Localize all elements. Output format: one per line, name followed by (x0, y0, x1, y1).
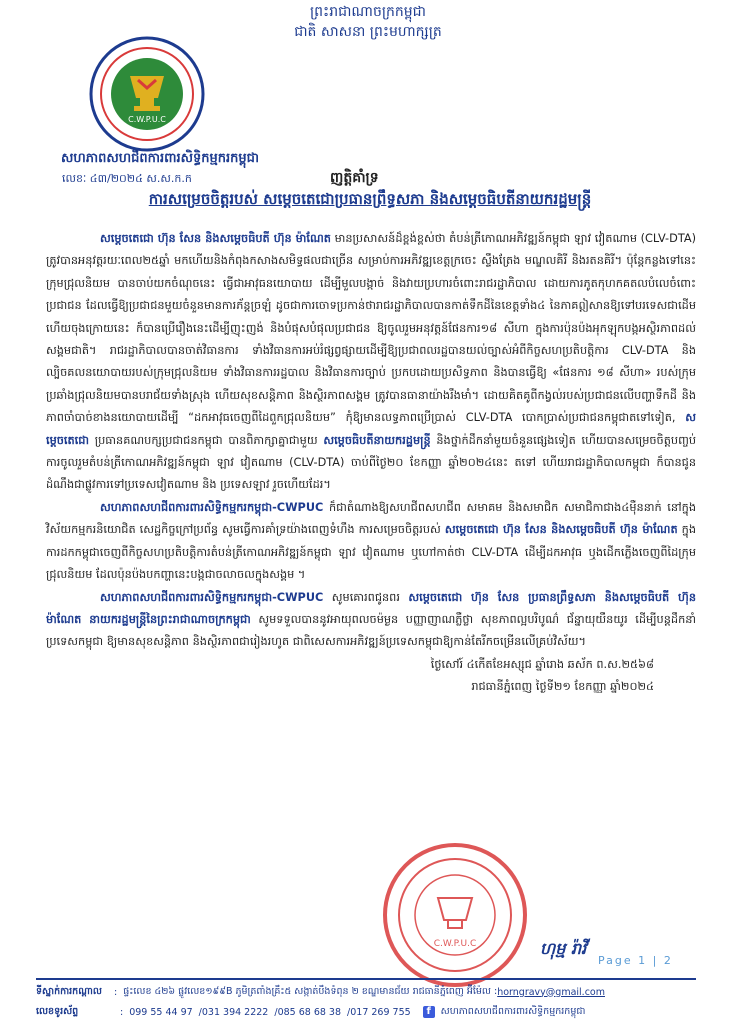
paragraph-lead: សម្តេចតេជោ (46, 411, 696, 447)
paragraph-lead: សម្តេចធិបតីនាយករដ្ឋមន្ត្រី (323, 433, 431, 447)
kingdom-header (268, 2, 468, 42)
paragraph-2 (46, 497, 696, 587)
phone-number[interactable]: 099 55 44 97 (129, 1006, 193, 1018)
paragraph-text: ក្នុងការដកកម្ពុជាចេញពីកិច្ចសហប្រតិបត្តិការតំបន់ត្រីកោណអភិវឌ្ឍន៍កម្ពុជា ឡាវ វៀតណាម ឬហៅកាត់ថា CLV-DTA ដើម្បីដកអាវុធ ឬងដើកភ្លើងចេញពីដៃក្រុមជ្រុលនិយម ដែលប៉ុនប៉ងបកញ្ហានេះបង្កជាចលាចលក្នុងសង្គម ។ (46, 523, 697, 582)
paragraph-lead: សម្តេចតេជោ ហ៊ុន សែន និងសម្តេចធិបតី ហ៊ុន ម៉ាណែត (444, 523, 678, 537)
date-lunar: ថ្ងៃសៅរ៍ ៤កើតខែអស្សុជ ឆ្នាំរោង ឆស័ក ព.ស.២៥៦៨ (430, 657, 654, 671)
paragraph-text: ប្រធានគណបក្សប្រជាជនកម្ពុជា បានពិភាក្សាគ្នាជាមួយ (89, 433, 324, 447)
paragraph-1 (46, 228, 696, 497)
paragraph-text: មានប្រសាសន៍ដ៏ខ្ពង់ខ្ពស់ថា តំបន់ត្រីកោណអភិវឌ្ឍន៍កម្ពុជា ឡាវ វៀតណាម (CLV-DTA) ត្រូវបានអនុវត្តរយៈពេល២៥ឆ្នាំ មកហើយនិងកំពុងកសាងសមិទ្ធផលជាច្រើន សម្រាប់ការអភិវឌ្ឍខេត្តក្រចេះ ស្ទឹងត្រែង មណ្ឌលគិរី និងរតនគិរី។ ប៉ុន្តែកន្លងទៅនេះ ក្រុមជ្រុលនិយម បានចាប់យកចំណុចនេះ ធ្វើជាអាវុធនយោបាយ ដើម្បីមួលបង្កាច់ និងវាយប្រហារចំពោះរាជរដ្ឋាភិបាល ដោយការភូតកុហកគតលបំលេចំពោះប្រជាជន ដែលធ្វើឱ្យប្រជាជនមួយចំនួនមានការភ័ន្តច្រឡំ ដូចជាការចោទប្រកាន់ថារាជរដ្ឋាភិបាលបានកាត់ទឹកដីនៃខេត្តទាំង៤ នៃភាគឦសានឱ្យទៅបរទេសជាដើម ហើយចុងក្រោយនេះ ក៏បានប្រើរឿងនេះដើម្បីញុះញង់ និងបំផុសបំផុលប្រជាជន ឱ្យចូលរួមអនុវត្តន៍ផែនការ១៨ សីហា ក្នុងការប៉ុនប៉ងអុកឡុកបង្កអស្ថិរភាពដល់សង្គមជាតិ។ រាជរដ្ឋាភិបាលបានចាត់វិធានការ ទាំងវិធានការអប់រំផ្សព្វផ្សាយដើម្បីឱ្យប្រជាពលរដ្ឋបានយល់ច្បាស់អំពីកិច្ចសហប្រតិបត្តិការ CLV-DTA និងល្បិចគលនយោបាយរបស់ក្រុមជ្រុលនិយម ទាំងវិធានការរដ្ឋបាល និងវិធានការច្បាប់ ប្រកបដោយប្រសិទ្ធភាព និងបានធ្វើឱ្យ «ផែនការ ១៨ សីហា» របស់ក្រុមប្រឆាំងជ្រុលនិយមបានបរាជ័យទាំងស្រុង ហើយសុខសន្តិភាព និងស្ថិរភាពសង្គម ត្រូវបានធានាយ៉ាងរឹងមាំ។ ដោយគិតគូពីកង្វល់របស់ប្រជាជនលើបញ្ហាទឹកដី និងភាពចាំបាច់ខាងនយោបាយដើម្បី “ដកអាវុធចេញពីដៃពួកជ្រុលនិយម” កុំឱ្យមានលទ្ធភាពប្រើប្រាស់ CLV-DTA បោកប្រាស់ប្រជាជនកម្ពុជាតទៅទៀត, (46, 232, 696, 425)
paragraph-lead: សម្តេចតេជោ ហ៊ុន សែន ប្រធានព្រឹទ្ធសភា និងសម្តេចធិបតី ហ៊ុន ម៉ាណែត នាយករដ្ឋមន្ត្រីនៃព្រះរាជាណាចក្រកម្ពុជា (46, 590, 696, 626)
facebook-icon[interactable]: f (423, 1006, 435, 1018)
footer-divider (36, 978, 696, 980)
signature: ហុម្ម រ៉ាវី (540, 939, 587, 958)
facebook-page-name[interactable]: សហភាពសហជីពការពារសិទ្ធិកម្មករកម្ពុជា (440, 1006, 586, 1017)
document-type: ញត្តិគាំទ្រ (330, 170, 379, 186)
footer (36, 982, 696, 1022)
paragraph-lead: សហភាពសហជីពការពារសិទ្ធិកម្មករកម្ពុជា-CWPUC (100, 590, 324, 604)
national-motto: ជាតិ សាសនា ព្រះមហាក្សត្រ (294, 24, 442, 40)
union-logo (82, 34, 212, 154)
footer-address-row: ទីស្នាក់ការកណ្តាល : ផ្ទះលេខ ៤២៦ ផ្លូវលេខ១៩៩B ភូមិត្រពាំងគ្រឹះ៥ សង្កាត់បឹងទំពុន ២ ខណ្ឌមានជ័យ រាជធានីភ្នំពេញ អ៊ីម៉ែល : horngravy@gmail.com (36, 986, 605, 998)
paragraph-text: សូមគោរពជូនពរ (323, 590, 409, 604)
official-stamp (380, 840, 530, 990)
email-link[interactable]: horngravy@gmail.com (497, 986, 605, 998)
paragraph-text: និងថ្នាក់ដឹកនាំមួយចំនួនផ្សេងទៀត ហើយបានសម្រេចចិត្តបញ្ចប់ការចូលរួមតំបន់ត្រីកោណអភិវឌ្ឍន៍កម្ពុជា ឡាវ វៀតណាម (CLV-DTA) ចាប់ពីថ្ងៃ២០ ខែកញ្ញា ឆ្នាំ២០២៤នេះ តទៅ ហើយរាជរដ្ឋាភិបាលកម្ពុជា ក៏បានជូនដំណឹងជាផ្លូវការទៅប្រទេសវៀតណាម និង ប្រទេសឡាវ រួចហើយដែរ។ (46, 433, 696, 492)
reference-number: លេខៈ ៤៣/២០២៤ ស.ស.ក.ក (62, 172, 192, 185)
stamp-text: C.W.P.U.C (433, 939, 477, 949)
address-text: ផ្ទះលេខ ៤២៦ ផ្លូវលេខ១៩៩B ភូមិត្រពាំងគ្រឹះ៥ សង្កាត់បឹងទំពុន ២ ខណ្ឌមានជ័យ រាជធានីភ្នំពេញ អ៊ីម៉ែល : (123, 986, 498, 997)
footer-phone-row: លេខទូរស័ព្ទ : 099 55 44 97 / 031 394 2222 / 085 68 68 38 / 017 269 755 f សហភាពសហជីពការពារសិទ្ធិកម្មករកម្ពុជា (36, 1006, 586, 1018)
paragraph-lead: សហភាពសហជីពការពារសិទ្ធិកម្មករកម្ពុជា-CWPUC (100, 500, 324, 514)
paragraph-3 (46, 587, 696, 654)
kingdom-name: ព្រះរាជាណាចក្រកម្ពុជា (309, 4, 426, 20)
paragraph-text: សូមទទួលបាននូវអាយុពលចម៉ម្ងន បញ្ញាញាណភ្លឺថ្លា សុខភាពល្អបរិបូណ៌ ជ័ន្នាយុយឺនយូរ ដើម្បីបន្តដឹកនាំប្រទេសកម្ពុជា ឱ្យមានសុខសន្តិភាព និងស្ថិរភាពជារៀងរហូត ជាពិសេសការអភិវឌ្ឍន៍ប្រទេសកម្ពុជាឱ្យកាន់តែរីកចម្រើនលើគ្រប់វិស័យ។ (46, 612, 696, 649)
document-title: ការសម្រេចចិត្តរបស់ សម្តេចតេជោប្រធានព្រឹទ្ធសភា និងសម្តេចធិបតីនាយករដ្ឋមន្ត្រី (148, 190, 592, 208)
phone-label: លេខទូរស័ព្ទ (36, 1006, 79, 1017)
logo-text: C.W.P.U.C (128, 115, 166, 124)
address-label: ទីស្នាក់ការកណ្តាល (36, 986, 102, 997)
phone-number[interactable]: 085 68 68 38 (277, 1006, 342, 1018)
page-number: Page 1 | 2 (598, 954, 673, 967)
phone-number[interactable]: 017 269 755 (350, 1006, 411, 1018)
phone-number[interactable]: 031 394 2222 (201, 1006, 269, 1018)
paragraph-text: ក៏ជាតំណាងឱ្យសហជីពសហជីព សមាគម និងសមាជិក សមាជិកាជាង៤ម៉ឺននាក់ នៅក្នុងវិស័យកម្មករនិយោជិត សេដ្ឋកិច្ចក្រៅប្រព័ន្ធ សូមធ្វើការគាំទ្រយ៉ាងពេញទំហឹង ការសម្រេចចិត្តរបស់ (46, 500, 696, 537)
document-body (46, 228, 696, 699)
date-solar: រាជធានីភ្នំពេញ ថ្ងៃទី២១ ខែកញ្ញា ឆ្នាំ២០២៤ (471, 680, 654, 694)
org-name: សហភាពសហជីពការពារសិទ្ធិកម្មករកម្ពុជា (60, 151, 260, 166)
paragraph-lead: សម្តេចតេជោ ហ៊ុន សែន និងសម្តេចធិបតី ហ៊ុន ម៉ាណែត (100, 232, 331, 245)
